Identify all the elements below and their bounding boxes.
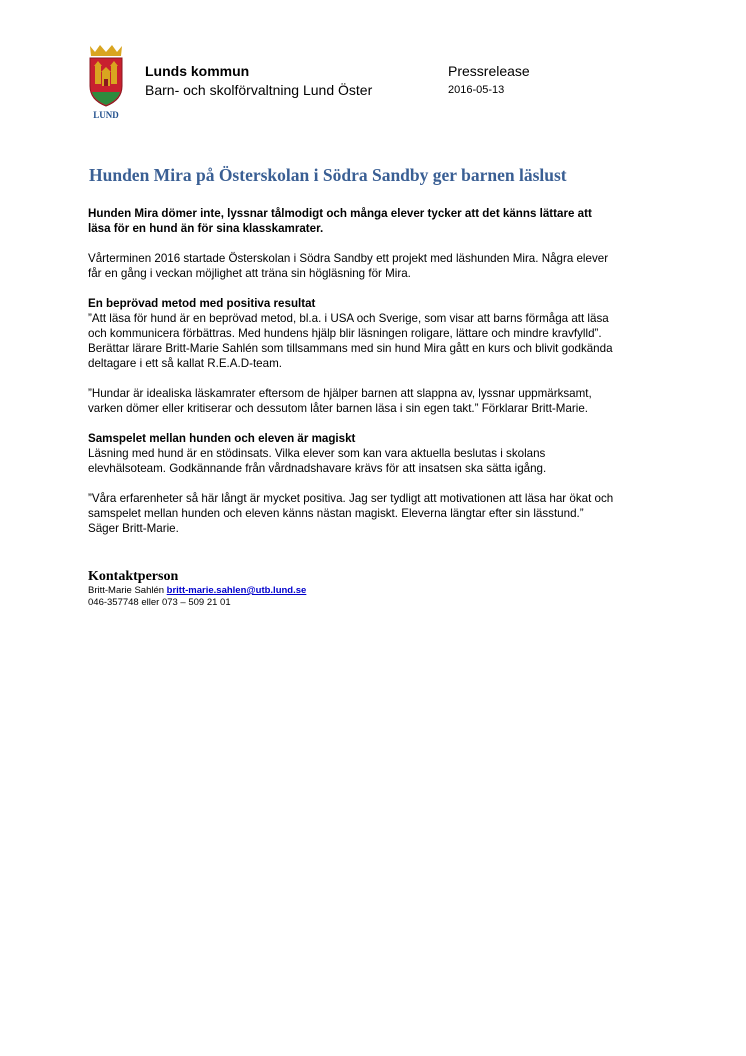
article-body (88, 206, 668, 536)
intro-paragraph (88, 251, 668, 281)
quote-line: varken dömer eller kritiserar och dessutom låter barnen läsa i sin egen takt.” Förklarar Britt-Marie. (88, 402, 589, 415)
lund-logo (84, 42, 128, 122)
lead-paragraph (88, 206, 668, 236)
quote-line: Säger Britt-Marie. (88, 522, 179, 535)
document-date: 2016-05-13 (448, 84, 505, 96)
contact-heading: Kontaktperson (88, 569, 179, 584)
contact-phones: 046-357748 eller 073 – 509 21 01 (88, 597, 231, 608)
intro-line: Vårterminen 2016 startade Österskolan i Södra Sandby ett projekt med läshunden Mira. Några elever (88, 252, 609, 265)
document-meta (448, 62, 530, 99)
contact-block (88, 569, 306, 609)
organization-block (145, 62, 372, 99)
quote-line: ”Våra erfarenheter så här långt är mycket positiva. Jag ser tydligt att motivationen att läsa har ökat och (88, 492, 614, 505)
intro-line: får en gång i veckan möjlighet att träna sin högläsning för Mira. (88, 267, 411, 280)
document-type: Pressrelease (448, 63, 530, 79)
section-paragraph-magic (88, 446, 668, 476)
section-line: och kommunicera förbättras. Med hundens hjälp blir läsningen roligare, lättare och mindre kravfylld”. (88, 327, 602, 340)
quote-paragraph (88, 491, 668, 536)
quote-line: ”Hundar är idealiska läskamrater eftersom de hjälper barnen att slappna av, lyssnar uppmärksamt, (88, 387, 592, 400)
logo-text: LUND (93, 110, 119, 120)
section-line: elevhälsoteam. Godkännande från vårdnadshavare krävs för att insatsen ska sätta igång. (88, 462, 547, 475)
section-line: deltagare i ett så kallat R.E.A.D-team. (88, 357, 282, 370)
department-name: Barn- och skolförvaltning Lund Öster (145, 82, 373, 98)
lead-line: Hunden Mira dömer inte, lyssnar tålmodigt och många elever tycker att det känns lättare att (88, 207, 592, 220)
contact-name: Britt-Marie Sahlén (88, 585, 165, 596)
section-paragraph-method (88, 311, 668, 371)
section-heading-method: En beprövad metod med positiva resultat (88, 297, 316, 310)
lead-line: läsa för en hund än för sina klasskamrater. (88, 222, 324, 235)
org-name: Lunds kommun (145, 63, 250, 79)
section-heading-magic: Samspelet mellan hunden och eleven är magiskt (88, 432, 356, 445)
contact-email-link[interactable]: britt-marie.sahlen@utb.lund.se (166, 585, 307, 596)
section-line: Berättar lärare Britt-Marie Sahlén som tillsammans med sin hund Mira gått en kurs och blivit godkända (88, 342, 613, 355)
quote-line: samspelet mellan hunden och eleven känns nästan magiskt. Eleverna längtar efter sin lässtund.” (88, 507, 584, 520)
section-line: ”Att läsa för hund är en beprövad metod, bl.a. i USA och Sverige, som visar att barns förmåga att läsa (88, 312, 609, 325)
contact-person-line (88, 585, 306, 597)
section-line: Läsning med hund är en stödinsats. Vilka elever som kan vara aktuella beslutas i skolans (88, 447, 546, 460)
quote-paragraph (88, 386, 668, 416)
lund-coat-of-arms-icon (84, 42, 128, 122)
page-title: Hunden Mira på Österskolan i Södra Sandby ger barnen läslust (89, 165, 567, 185)
